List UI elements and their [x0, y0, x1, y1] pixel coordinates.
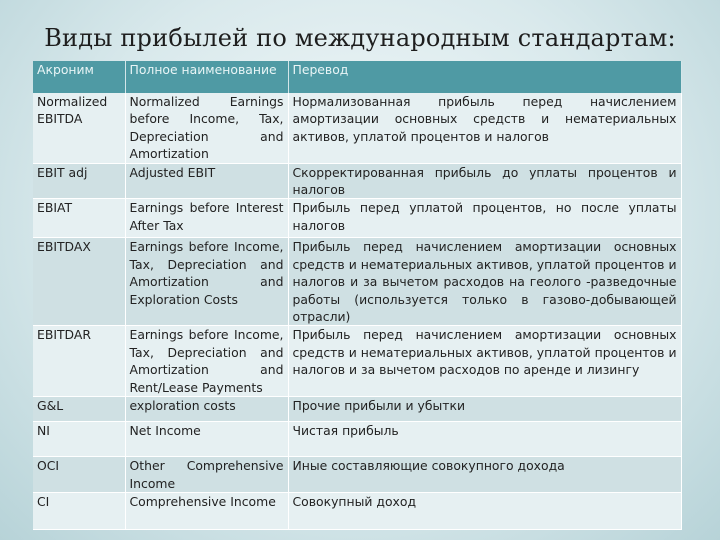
acronym-cell: CI: [33, 492, 125, 529]
acronym-cell: EBIT adj: [33, 163, 125, 199]
acronym-cell: EBIAT: [33, 199, 125, 238]
full-name-cell: Earnings before Income, Tax, Depreciation and Amortization and Rent/Lease Payments: [125, 326, 288, 397]
profit-types-table: [33, 61, 682, 530]
acronym-cell: EBITDAR: [33, 326, 125, 397]
header-translation: Перевод: [288, 61, 681, 93]
full-name-cell: Adjusted EBIT: [125, 163, 288, 199]
table-row: [33, 93, 681, 163]
translation-cell: Прибыль перед начислением амортизации основных средств и нематериальных активов, уплатой процентов и налогов и за вычетом расходов по аренде и лизингу: [288, 326, 681, 397]
translation-cell: Нормализованная прибыль перед начислением амортизации основных средств и нематериальных активов, уплатой процентов и налогов: [288, 93, 681, 163]
full-name-cell: Earnings before Interest After Tax: [125, 199, 288, 238]
translation-cell: Прибыль перед начислением амортизации основных средств и нематериальных активов, уплатой процентов и налогов и за вычетом расходов на геолого -разведочные работы (используется только в газово-добывающей отрасли): [288, 238, 681, 326]
translation-cell: Иные составляющие совокупного дохода: [288, 457, 681, 493]
acronym-cell: NI: [33, 422, 125, 457]
table-row: [33, 492, 681, 529]
table-row: [33, 238, 681, 326]
table-row: [33, 457, 681, 493]
acronym-cell: EBITDAX: [33, 238, 125, 326]
full-name-cell: Earnings before Income, Tax, Depreciation and Amortization and Exploration Costs: [125, 238, 288, 326]
full-name-cell: Net Income: [125, 422, 288, 457]
full-name-cell: Normalized Earnings before Income, Tax, Depreciation and Amortization: [125, 93, 288, 163]
table-row: [33, 199, 681, 238]
translation-cell: Прибыль перед уплатой процентов, но после уплаты налогов: [288, 199, 681, 238]
table-row: [33, 163, 681, 199]
table-header-row: [33, 61, 681, 93]
table-row: [33, 326, 681, 397]
acronym-cell: G&L: [33, 397, 125, 422]
full-name-cell: Comprehensive Income: [125, 492, 288, 529]
table-row: [33, 397, 681, 422]
translation-cell: Прочие прибыли и убытки: [288, 397, 681, 422]
translation-cell: Скорректированная прибыль до уплаты процентов и налогов: [288, 163, 681, 199]
table-row: [33, 422, 681, 457]
translation-cell: Совокупный доход: [288, 492, 681, 529]
full-name-cell: exploration costs: [125, 397, 288, 422]
full-name-cell: Other Comprehensive Income: [125, 457, 288, 493]
acronym-cell: Normalized EBITDA: [33, 93, 125, 163]
slide-title: Виды прибылей по международным стандартам:: [44, 24, 676, 52]
acronym-cell: OCI: [33, 457, 125, 493]
header-acronym: Акроним: [33, 61, 125, 93]
translation-cell: Чистая прибыль: [288, 422, 681, 457]
header-full-name: Полное наименование: [125, 61, 288, 93]
